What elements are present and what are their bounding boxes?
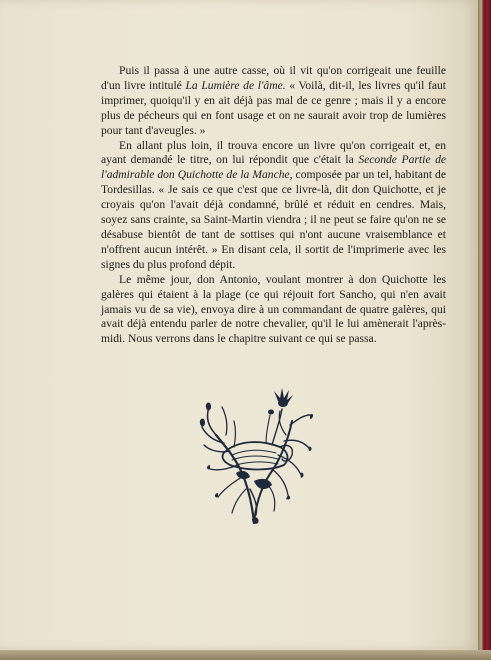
paragraph-text: Puis il passa à une autre casse, où il vit qu'on corrigeait une feuille d'un livre intitulé: [101, 64, 446, 92]
italic-title-text: La Lumière de l'âme.: [185, 78, 286, 92]
page-body-text: [101, 64, 446, 347]
paragraph: [101, 273, 446, 348]
book-edge-red-ribbon: [478, 0, 491, 660]
paragraph: [101, 139, 446, 273]
paragraph: [101, 64, 446, 139]
italic-title-text: Seconde Partie de l'admirable don Quichotte de la Manche,: [101, 153, 447, 182]
paragraph-text: Le même jour, don Antonio, voulant montrer à don Quichotte les galères qui étaient à la plage (ce qui réjouit fort Sancho, qui n'en avait jamais vu de sa vie), envoya dire à un commandant de quatre galères, qui avait déjà entendu parler de notre chevalier, qu'il le lui amènerait l'après-midi. Nous verrons dans le chapitre suivant ce qui se passa.: [101, 272, 446, 346]
paragraph-text: composée par un tel, habitant de Tordesillas. « Je sais ce que c'est que ce livre-là, dit don Quichotte, et je croyais qu'on l'avait déjà condamné, brûlé et réduit en cendres. Mais, soyez sans crainte, sa Saint-Martin viendra ; il ne peut se faire qu'on ne se désabuse bientôt de tant de sottises qui n'ont aucune vraisemblance et n'offrent aucun intérêt. » En disant cela, il sortit de l'imprimerie avec les signes du plus profond dépit.: [101, 168, 446, 271]
wreath-thistle-vignette-icon: [196, 385, 314, 527]
paragraph-text: En allant plus loin, il trouva encore un livre qu'on corrigeait et, en ayant demandé le titre, on lui répondit que c'était la: [101, 138, 446, 167]
paragraph-text: « Voilà, dit-il, les livres qu'il faut imprimer, quoiqu'il y en ait déjà pas mal de ce genre ; mais il y a encore plus de pécheurs qui en font usage et on ne saurait avoir trop de lumières pour tant d'aveugles. »: [101, 78, 446, 137]
book-bottom-edge: [0, 650, 491, 660]
